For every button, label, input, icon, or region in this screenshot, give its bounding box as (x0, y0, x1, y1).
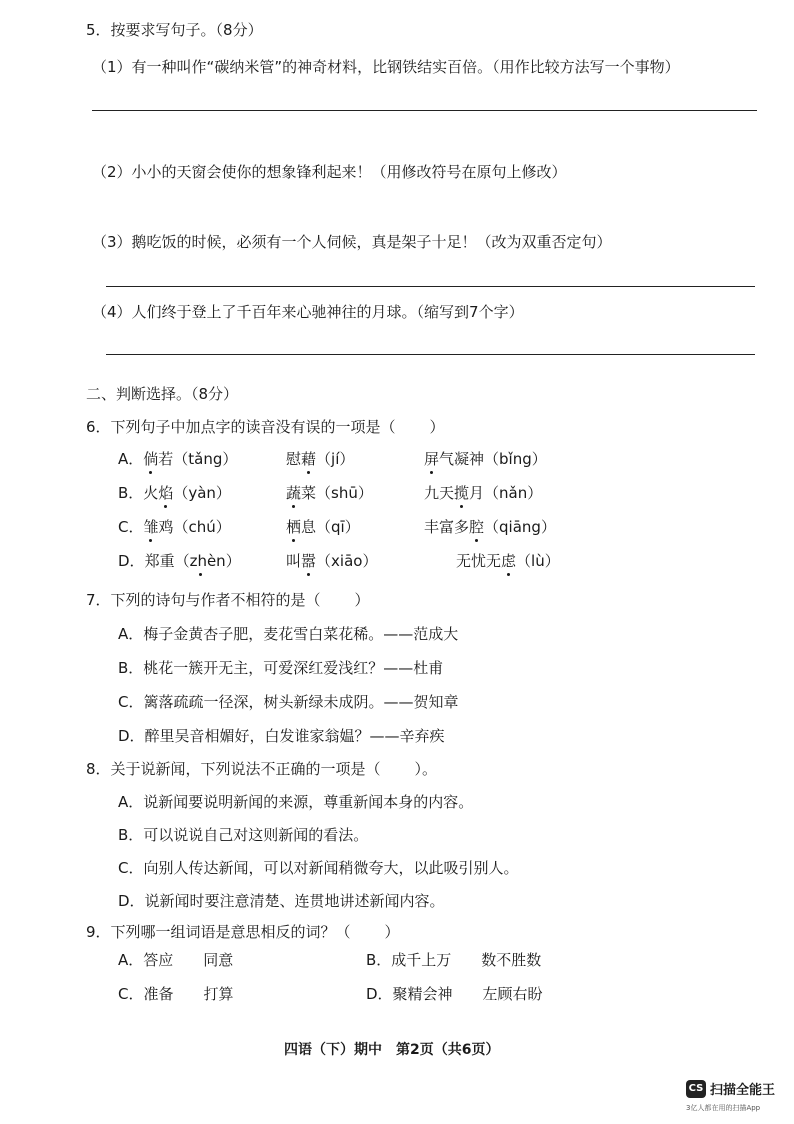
q6-option-c-1: C．雏鸡（chú） (118, 518, 231, 536)
q6-option-c-2: 栖息（qī） (286, 518, 360, 536)
q5-sentence-3: （3）鹅吃饭的时候，必须有一个人伺候，真是架子十足！（改为双重否定句） (92, 233, 612, 251)
q8-option-d: D．说新闻时要注意清楚、连贯地讲述新闻内容。 (118, 892, 445, 910)
q5-sentence-2: （2）小小的天窗会使你的想象锋利起来！（用修改符号在原句上修改） (92, 163, 567, 181)
answer-line-4[interactable] (106, 354, 755, 355)
q9-title: 9．下列哪一组词语是意思相反的词？（ ） (86, 923, 400, 941)
q7-option-c: C．篱落疏疏一径深，树头新绿未成阴。——贺知章 (118, 693, 459, 711)
q9-option-d: D．聚精会神 左顾右盼 (366, 985, 543, 1003)
q9-option-a: A．答应 同意 (118, 951, 234, 969)
q8-option-c: C．向别人传达新闻，可以对新闻稍微夸大，以此吸引别人。 (118, 859, 519, 877)
q9-option-c: C．准备 打算 (118, 985, 234, 1003)
q8-title: 8．关于说新闻，下列说法不正确的一项是（ ）。 (86, 760, 438, 778)
q7-option-b: B．桃花一簇开无主，可爱深红爱浅红？——杜甫 (118, 659, 444, 677)
watermark-name: 扫描全能王 (710, 1083, 776, 1098)
q9-option-b: B．成千上万 数不胜数 (366, 951, 542, 969)
q6-option-a-2: 慰藉（jí） (286, 450, 355, 468)
q8-option-a: A．说新闻要说明新闻的来源，尊重新闻本身的内容。 (118, 793, 474, 811)
q8-option-b: B．可以说说自己对这则新闻的看法。 (118, 826, 369, 844)
q6-option-b-2: 蔬菜（shū） (286, 484, 373, 502)
q6-option-d-3: 无忧无虑（lù） (456, 552, 560, 570)
q6-option-a-3: 屏气凝神（bǐng） (424, 450, 547, 468)
page-footer: 四语（下）期中 第2页（共6页） (284, 1042, 500, 1058)
camscanner-logo-icon: CS (686, 1080, 706, 1098)
q6-option-c-3: 丰富多腔（qiāng） (424, 518, 556, 536)
answer-line-1[interactable] (92, 110, 757, 111)
q5-sentence-4: （4）人们终于登上了千百年来心驰神往的月球。（缩写到7个字） (92, 303, 524, 321)
answer-line-3[interactable] (106, 286, 755, 287)
q5-title: 5．按要求写句子。（8分） (86, 21, 263, 39)
q5-sentence-1: （1）有一种叫作“碳纳米管”的神奇材料，比钢铁结实百倍。（用作比较方法写一个事物） (92, 58, 680, 76)
q7-option-a: A．梅子金黄杏子肥，麦花雪白菜花稀。——范成大 (118, 625, 459, 643)
q6-option-d-2: 叫嚣（xiāo） (286, 552, 378, 570)
q7-option-d: D．醉里吴音相媚好，白发谁家翁媪？——辛弃疾 (118, 727, 445, 745)
section-2-title: 二、判断选择。（8分） (86, 385, 239, 403)
q6-option-d-1: D．郑重（zhèn） (118, 552, 241, 570)
q7-title: 7．下列的诗句与作者不相符的是（ ） (86, 591, 370, 609)
watermark-subtitle: 3亿人都在用的扫描App (686, 1104, 761, 1112)
q6-option-b-1: B．火焰（yàn） (118, 484, 231, 502)
q6-option-b-3: 九天揽月（nǎn） (424, 484, 543, 502)
q6-title: 6．下列句子中加点字的读音没有误的一项是（ ） (86, 418, 445, 436)
q6-option-a-1: A．倘若（tǎng） (118, 450, 238, 468)
